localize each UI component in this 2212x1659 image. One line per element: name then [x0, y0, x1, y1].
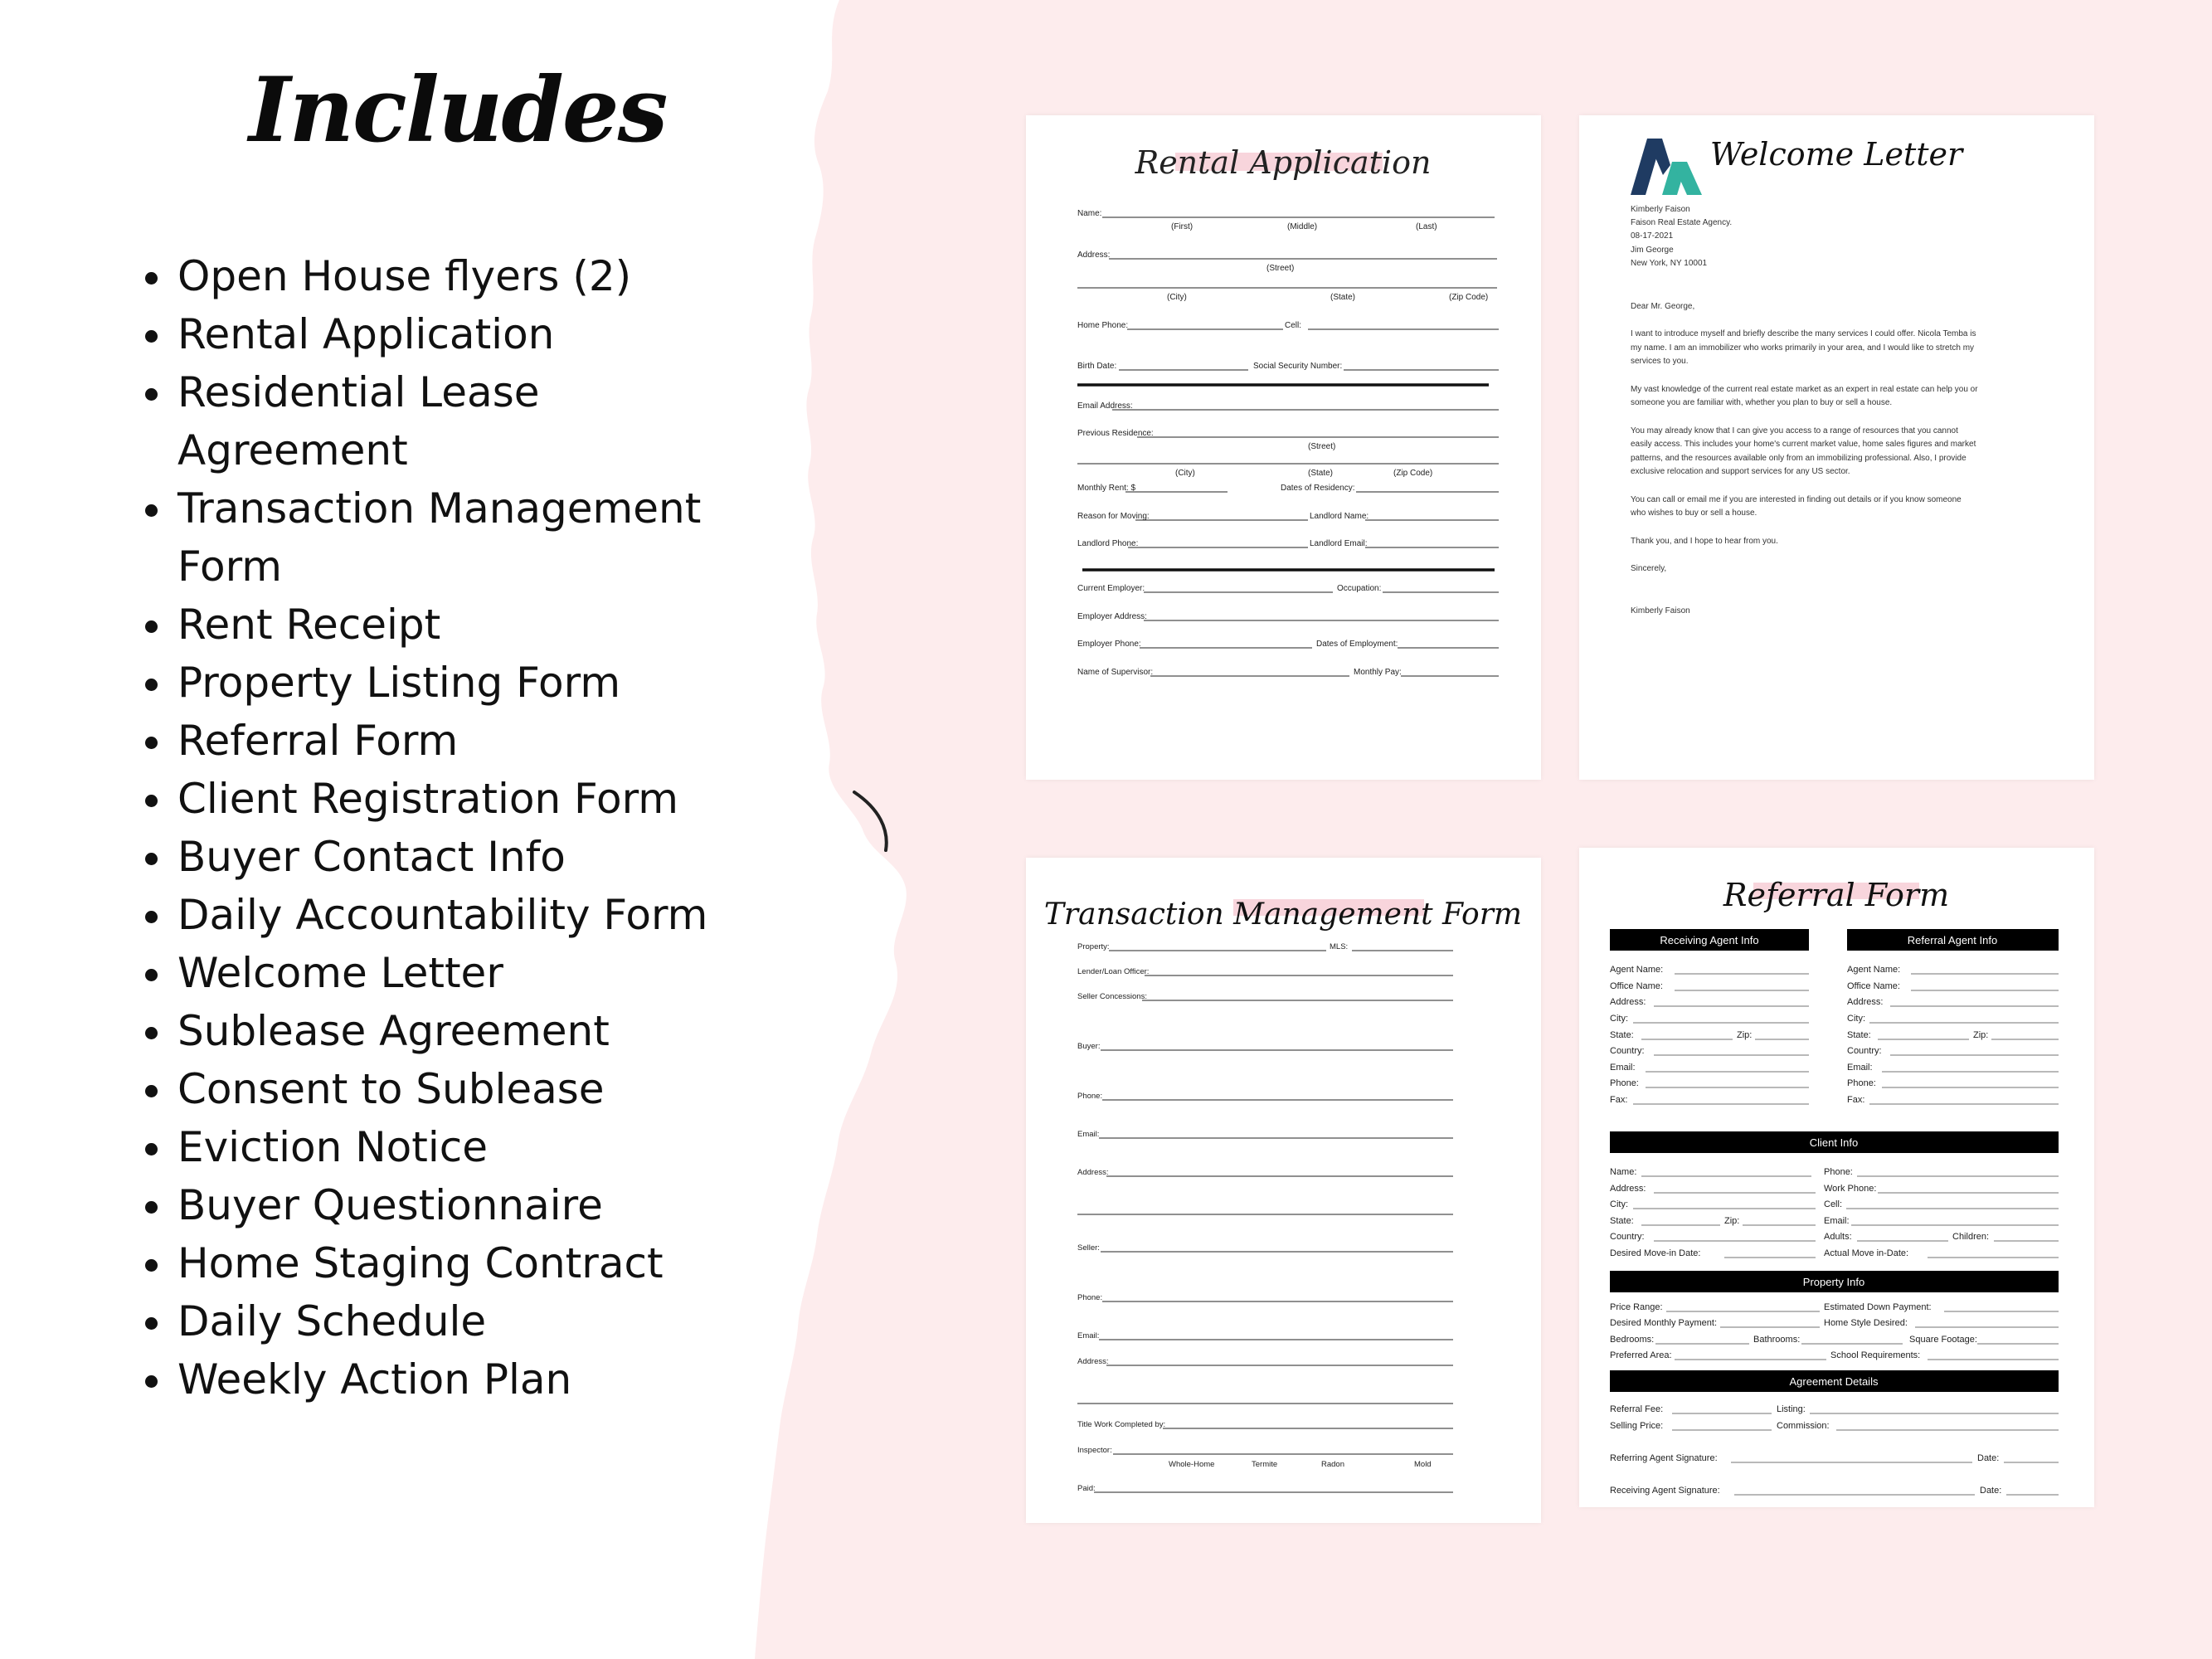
list-item: • Referral Form — [176, 712, 889, 770]
field-label: Previous Residence: — [1077, 429, 1154, 438]
salutation: Dear Mr. George, — [1631, 302, 1695, 311]
field-label: Property: — [1077, 942, 1110, 951]
field-label: Dates of Residency: — [1281, 484, 1355, 493]
section-header-label: Client Info — [1809, 1136, 1859, 1149]
field-label: (Street) — [1266, 264, 1295, 273]
field-label: Paid: — [1077, 1484, 1096, 1493]
field-label: Fax: — [1610, 1095, 1628, 1105]
field-label: Country: — [1610, 1046, 1645, 1056]
field-label: Radon — [1321, 1460, 1344, 1469]
list-item: • Property Listing Form — [176, 654, 889, 712]
field-label: Work Phone: — [1824, 1184, 1877, 1194]
sender-line: Kimberly Faison — [1631, 205, 1690, 214]
field-label: Buyer: — [1077, 1042, 1101, 1051]
field-label: Zip: — [1973, 1030, 1989, 1040]
field-label: Landlord Name: — [1310, 512, 1369, 521]
field-label: School Requirements: — [1830, 1350, 1921, 1360]
field-label: Address: — [1077, 1168, 1109, 1177]
closing: Sincerely, — [1631, 564, 1667, 573]
list-item: • Daily Schedule — [176, 1292, 889, 1350]
field-label: City: — [1610, 1199, 1628, 1209]
field-label: (Zip Code) — [1449, 293, 1489, 302]
list-item: • Home Staging Contract — [176, 1234, 889, 1292]
letter-line: My vast knowledge of the current real estate market as an expert in real estate can help you or — [1631, 385, 1978, 394]
field-label: Listing: — [1777, 1404, 1806, 1414]
field-label: State: — [1847, 1030, 1871, 1040]
referral-form-page — [1579, 848, 2094, 1507]
field-label: Zip: — [1737, 1030, 1753, 1040]
field-label: Adults: — [1824, 1232, 1852, 1242]
field-label: Country: — [1610, 1232, 1645, 1242]
field-label: Occupation: — [1337, 584, 1382, 593]
signature: Kimberly Faison — [1631, 606, 1690, 615]
field-label: Email: — [1077, 1331, 1100, 1340]
field-label: Email: — [1824, 1216, 1850, 1226]
field-label: Phone: — [1077, 1293, 1103, 1302]
field-label: Commission: — [1777, 1421, 1830, 1431]
field-label: Actual Move in-Date: — [1824, 1248, 1909, 1258]
field-label: Address: — [1077, 1357, 1109, 1366]
list-item: • Welcome Letter — [176, 944, 889, 1002]
field-label: Seller: — [1077, 1243, 1100, 1253]
field-label: Email: — [1610, 1063, 1636, 1073]
field-label: Bathrooms: — [1753, 1335, 1801, 1345]
letter-line: I want to introduce myself and briefly describe the many services I could offer. Nicola Temba is — [1631, 329, 1976, 338]
field-label: Whole-Home — [1169, 1460, 1215, 1469]
letter-line: easily access. This includes your home's current market value, home sales figures and market — [1631, 440, 1976, 449]
field-label: Address: — [1077, 251, 1111, 260]
field-label: (Last) — [1416, 222, 1437, 231]
field-label: Office Name: — [1610, 981, 1663, 991]
field-label: Landlord Phone: — [1077, 539, 1139, 548]
section-header-label: Referral Agent Info — [1907, 934, 1998, 946]
welcome-letter-page — [1579, 115, 2094, 780]
field-label: Receiving Agent Signature: — [1610, 1486, 1720, 1496]
list-item: • Rental Application — [176, 305, 889, 363]
field-label: (State) — [1308, 469, 1334, 478]
field-label: Email Address: — [1077, 401, 1133, 411]
field-label: Date: — [1980, 1486, 2002, 1496]
sender-block — [1631, 205, 1732, 268]
field-label: State: — [1610, 1030, 1634, 1040]
field-label: Date: — [1977, 1453, 2000, 1463]
field-label: Bedrooms: — [1610, 1335, 1655, 1345]
field-label: Reason for Moving: — [1077, 512, 1150, 521]
field-label: Email: — [1077, 1130, 1100, 1139]
letter-line: exclusive relocation and support services for any US sector. — [1631, 467, 1850, 476]
field-label: Name: — [1077, 209, 1102, 218]
field-label: Address: — [1610, 997, 1646, 1007]
field-label: Employer Address: — [1077, 612, 1147, 621]
list-item: • Buyer Contact Info — [176, 828, 889, 886]
field-label: Mold — [1414, 1460, 1432, 1469]
field-label: MLS: — [1330, 942, 1349, 951]
field-label: Monthly Rent: $ — [1077, 484, 1136, 493]
field-label: Square Footage: — [1909, 1335, 1977, 1345]
letter-line: my name. I am an immobilizer who works primarily in your area, and I would like to stretch my — [1631, 343, 1975, 353]
field-label: Home Phone: — [1077, 321, 1129, 330]
field-label: Phone: — [1824, 1167, 1853, 1177]
field-label: (City) — [1167, 293, 1187, 302]
includes-heading: Includes — [249, 58, 667, 163]
sender-line: Faison Real Estate Agency. — [1631, 218, 1733, 227]
letter-line: patterns, and the resources available only from an immobilizing professional. Also, I provide — [1631, 454, 1966, 463]
field-label: Cell: — [1285, 321, 1302, 330]
field-label: Landlord Email: — [1310, 539, 1368, 548]
field-label: Current Employer: — [1077, 584, 1145, 593]
letter-line: Thank you, and I hope to hear from you. — [1631, 537, 1778, 546]
field-label: (City) — [1175, 469, 1195, 478]
field-label: Social Security Number: — [1253, 362, 1343, 371]
field-label: City: — [1610, 1014, 1628, 1024]
field-label: Phone: — [1847, 1078, 1876, 1088]
list-item: • Buyer Questionnaire — [176, 1176, 889, 1234]
field-label: Employer Phone: — [1077, 640, 1141, 649]
field-label: Birth Date: — [1077, 362, 1117, 371]
field-label: Address: — [1610, 1184, 1646, 1194]
letter-line: You can call or email me if you are interested in finding out details or if you know someone — [1631, 495, 1962, 504]
field-label: Phone: — [1610, 1078, 1639, 1088]
field-label: (Street) — [1308, 442, 1336, 451]
transaction-management-page — [1026, 858, 1541, 1523]
field-label: (Zip Code) — [1393, 469, 1433, 478]
field-label: Estimated Down Payment: — [1824, 1302, 1932, 1312]
list-item: • Client Registration Form — [176, 770, 889, 828]
field-label: Referral Fee: — [1610, 1404, 1664, 1414]
field-label: Name of Supervisor: — [1077, 668, 1154, 677]
letter-line: You may already know that I can give you access to a range of resources that you cannot — [1631, 426, 1958, 435]
field-label: Inspector: — [1077, 1446, 1112, 1455]
field-label: Home Style Desired: — [1824, 1318, 1908, 1328]
field-label: Phone: — [1077, 1092, 1103, 1101]
field-label: City: — [1847, 1014, 1865, 1024]
field-label: (Middle) — [1287, 222, 1318, 231]
list-item: • Daily Accountability Form — [176, 886, 889, 944]
field-label: Price Range: — [1610, 1302, 1663, 1312]
page-title: Welcome Letter — [1709, 136, 1963, 173]
section-header-label: Property Info — [1802, 1276, 1865, 1288]
letter-line: who wishes to buy or sell a house. — [1631, 508, 1757, 518]
field-label: Desired Monthly Payment: — [1610, 1318, 1717, 1328]
field-label: Agent Name: — [1610, 965, 1664, 975]
page-title: Referral Form — [1723, 877, 1950, 913]
list-item: • Weekly Action Plan — [176, 1350, 889, 1408]
field-label: Referring Agent Signature: — [1610, 1453, 1718, 1463]
field-label: Termite — [1252, 1460, 1278, 1469]
field-label: Seller Concessions: — [1077, 992, 1147, 1001]
field-label: Zip: — [1724, 1216, 1740, 1226]
sender-line: Jim George — [1631, 246, 1674, 255]
agency-logo-icon — [1631, 139, 1702, 195]
sender-line: 08-17-2021 — [1631, 231, 1674, 241]
field-label: Cell: — [1824, 1199, 1843, 1209]
page-title: Rental Application — [1135, 144, 1432, 181]
sender-line: New York, NY 10001 — [1631, 259, 1708, 268]
list-item: • Consent to Sublease — [176, 1060, 889, 1118]
field-label: Email: — [1847, 1063, 1873, 1073]
field-label: Country: — [1847, 1046, 1882, 1056]
field-label: Title Work Completed by: — [1077, 1420, 1166, 1429]
field-label: Selling Price: — [1610, 1421, 1664, 1431]
field-label: Fax: — [1847, 1095, 1865, 1105]
field-label: (State) — [1330, 293, 1356, 302]
field-label: State: — [1610, 1216, 1634, 1226]
list-item: • Residential Lease Agreement — [176, 363, 567, 479]
section-header-label: Agreement Details — [1789, 1375, 1879, 1388]
field-label: Agent Name: — [1847, 965, 1901, 975]
field-label: Monthly Pay: — [1354, 668, 1402, 677]
list-item: • Transaction Management Form — [176, 479, 791, 596]
field-label: Preferred Area: — [1610, 1350, 1672, 1360]
list-item: • Eviction Notice — [176, 1118, 889, 1176]
page-title: Transaction Management Form — [1043, 898, 1523, 932]
list-item: • Rent Receipt — [176, 596, 889, 654]
letter-line: services to you. — [1631, 357, 1689, 366]
field-label: Desired Move-in Date: — [1610, 1248, 1701, 1258]
list-item: • Sublease Agreement — [176, 1002, 889, 1060]
field-label: Lender/Loan Officer: — [1077, 967, 1150, 976]
field-label: (First) — [1171, 222, 1194, 231]
field-label: Office Name: — [1847, 981, 1900, 991]
includes-list — [141, 247, 889, 1408]
letter-line: someone you are familiar with, whether you plan to buy or sell a house. — [1631, 398, 1893, 407]
rental-application-page — [1026, 115, 1541, 780]
list-item: • Open House flyers (2) — [176, 247, 889, 305]
field-label: Children: — [1952, 1232, 1990, 1242]
field-label: Dates of Employment: — [1316, 640, 1398, 649]
field-label: Address: — [1847, 997, 1884, 1007]
field-label: Name: — [1610, 1167, 1637, 1177]
section-header-label: Receiving Agent Info — [1660, 934, 1759, 946]
